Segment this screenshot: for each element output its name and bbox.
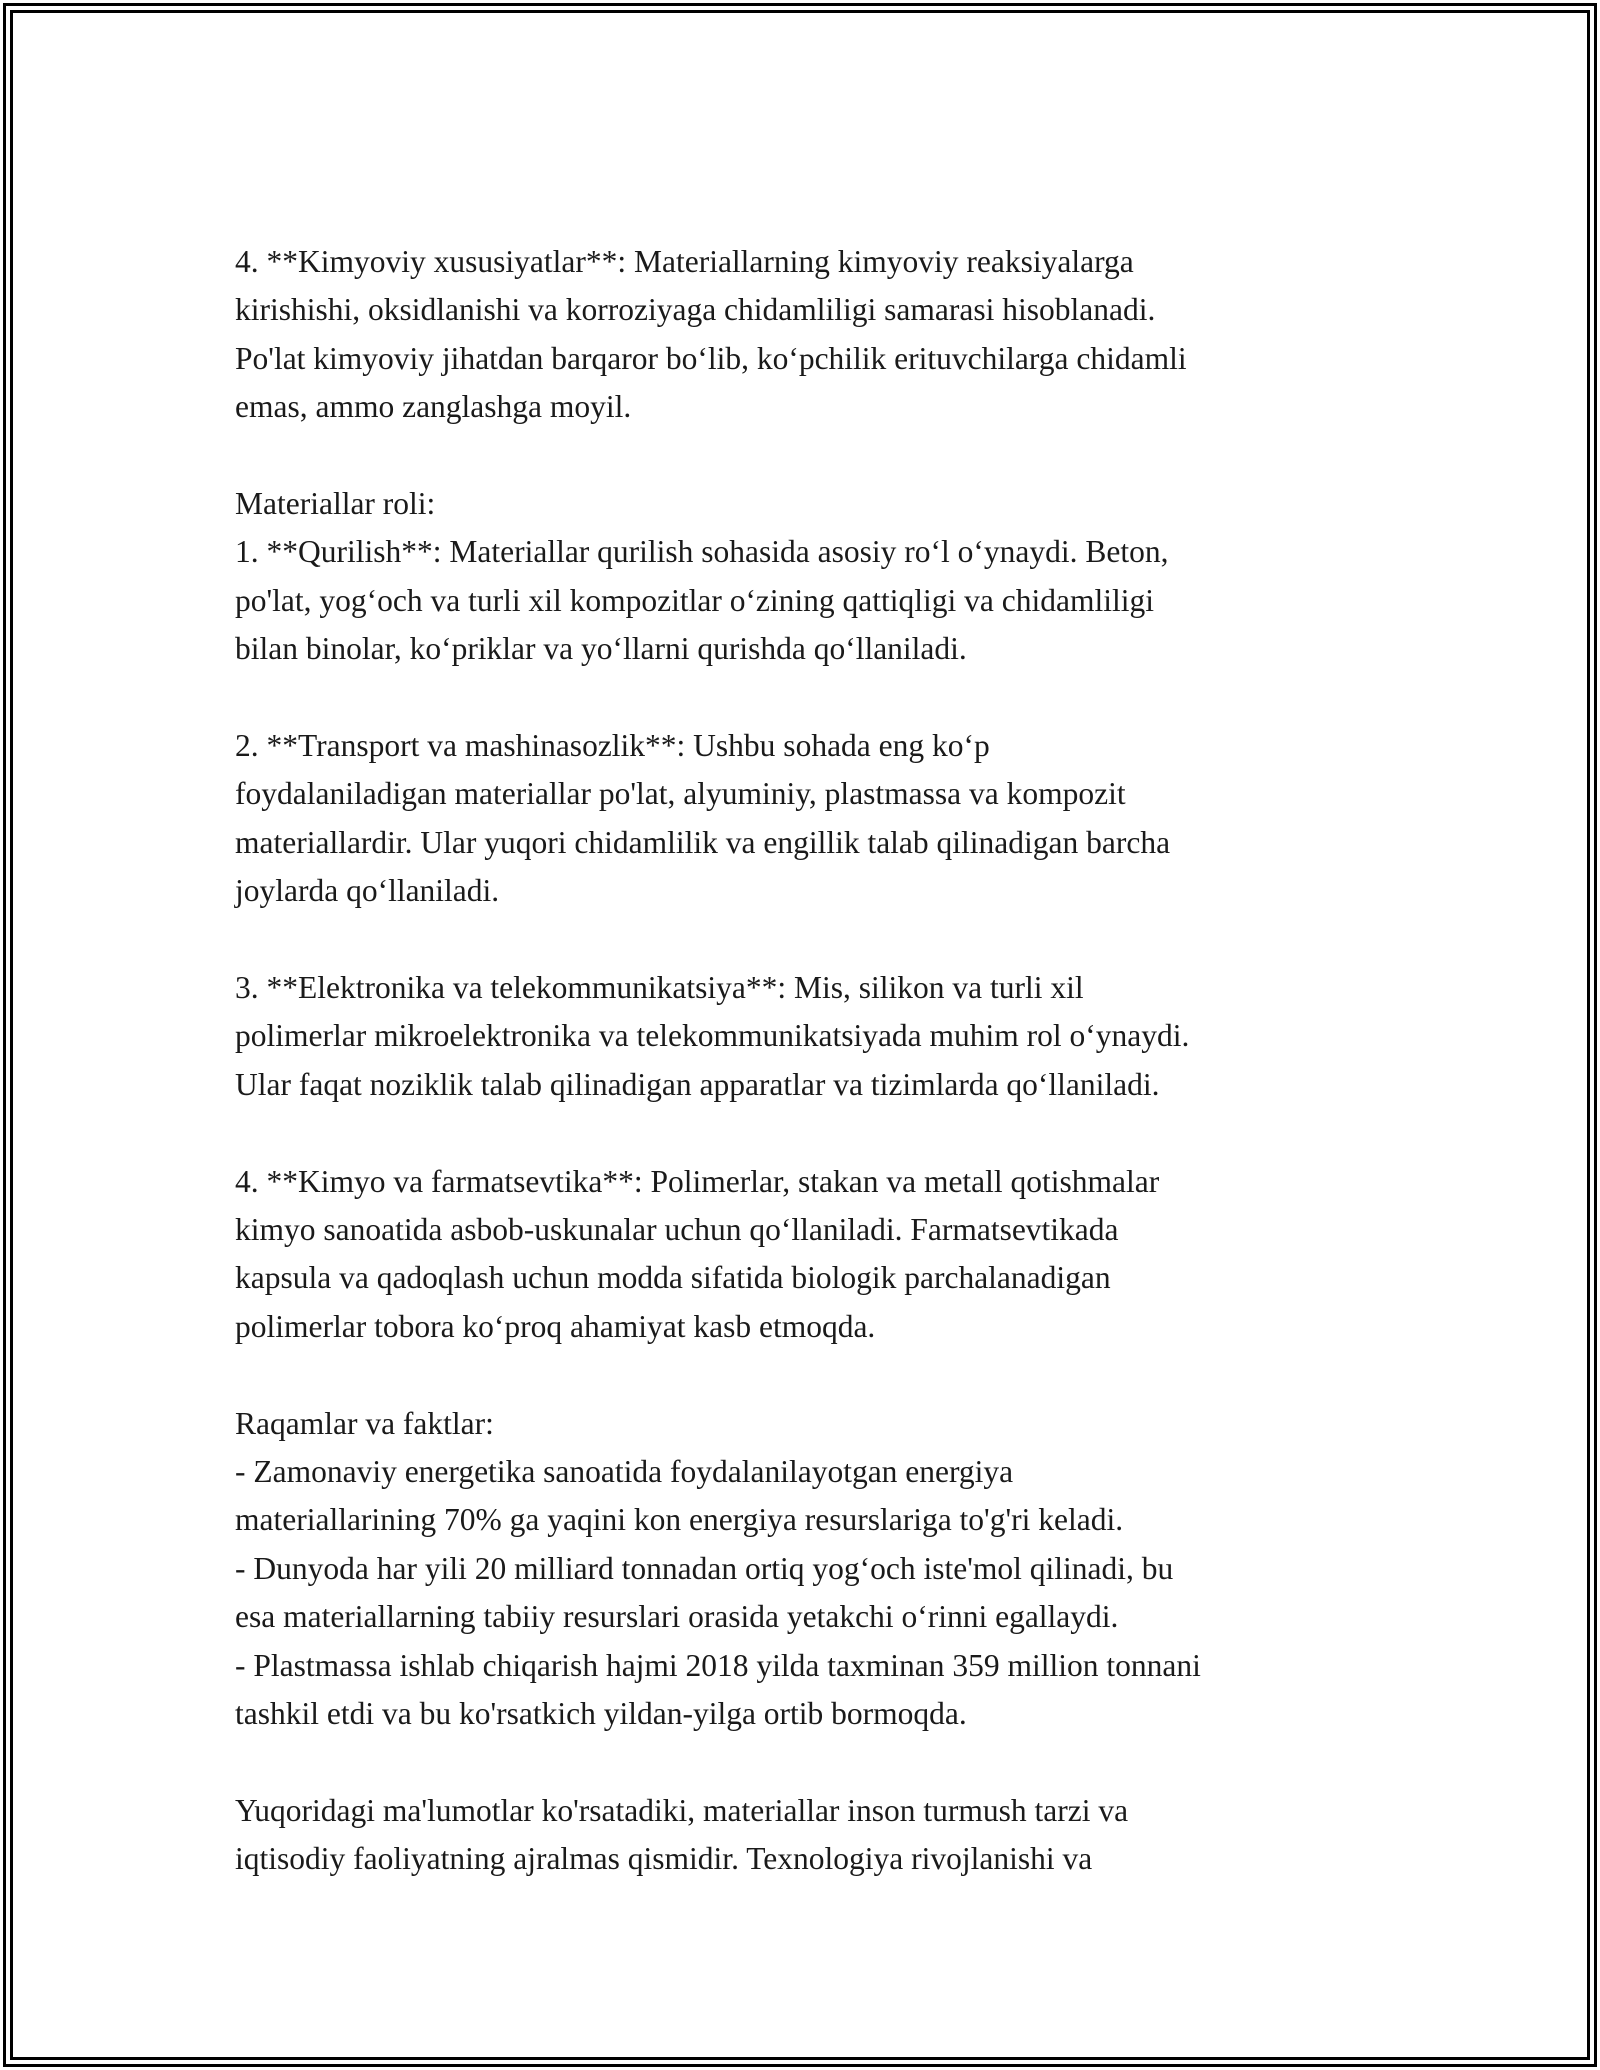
paragraph-gap xyxy=(235,1109,1375,1157)
paragraph-gap xyxy=(235,432,1375,480)
document-body xyxy=(235,238,1375,1884)
paragraph-gap xyxy=(235,1739,1375,1787)
paragraph-electronics: 3. **Elektronika va telekommunikatsiya**: Mis, silikon va turli xil polimerlar mikroelektronika va telekommunikatsiyada muhim rol oʻynaydi. Ular faqat noziklik talab qilinadigan apparatlar va tizimlarda qoʻllaniladi. xyxy=(235,970,1190,1102)
paragraph-conclusion: Yuqoridagi ma'lumotlar ko'rsatadiki, materiallar inson turmush tarzi va iqtisodiy faoliyatning ajralmas qismidir. Texnologiya rivojlanishi va xyxy=(235,1792,1129,1877)
paragraph-gap xyxy=(235,674,1375,722)
paragraph-gap xyxy=(235,1351,1375,1399)
paragraph-materials-role-construction: Materiallar roli: 1. **Qurilish**: Materiallar qurilish sohasida asosiy roʻl oʻynaydi. Beton, po'lat, yogʻoch va turli xil kompozitlar oʻzining qattiqligi va chidamliligi bilan binolar, koʻpriklar va yoʻllarni qurishda qoʻllaniladi. xyxy=(235,486,1169,667)
paragraph-facts: Raqamlar va faktlar: - Zamonaviy energetika sanoatida foydalanilayotgan energiya materiallarining 70% ga yaqini kon energiya resurslariga to'g'ri keladi. - Dunyoda har yili 20 milliard tonnadan ortiq yogʻoch iste'mol qilinadi, bu esa materiallarning tabiiy resurslari orasida yetakchi oʻrinni egallaydi. - Plastmassa ishlab chiqarish hajmi 2018 yilda taxminan 359 million tonnani tashkil etdi va bu ko'rsatkich yildan-yilga ortib bormoqda. xyxy=(235,1405,1201,1732)
paragraph-transport: 2. **Transport va mashinasozlik**: Ushbu sohada eng koʻp foydalaniladigan materiallar po'lat, alyuminiy, plastmassa va kompozit materiallardir. Ular yuqori chidamlilik va engillik talab qilinadigan barcha joylarda qoʻllaniladi. xyxy=(235,728,1171,909)
paragraph-chemical-properties: 4. **Kimyoviy xususiyatlar**: Materiallarning kimyoviy reaksiyalarga kirishishi, oksidlanishi va korroziyaga chidamliligi samarasi hisoblanadi. Po'lat kimyoviy jihatdan barqaror boʻlib, koʻpchilik erituvchilarga chidamli emas, ammo zanglashga moyil. xyxy=(235,244,1187,425)
paragraph-gap xyxy=(235,916,1375,964)
paragraph-chemistry-pharma: 4. **Kimyo va farmatsevtika**: Polimerlar, stakan va metall qotishmalar kimyo sanoatida asbob-uskunalar uchun qoʻllaniladi. Farmatsevtikada kapsula va qadoqlash uchun modda sifatida biologik parchalanadigan polimerlar tobora koʻproq ahamiyat kasb etmoqda. xyxy=(235,1163,1160,1344)
